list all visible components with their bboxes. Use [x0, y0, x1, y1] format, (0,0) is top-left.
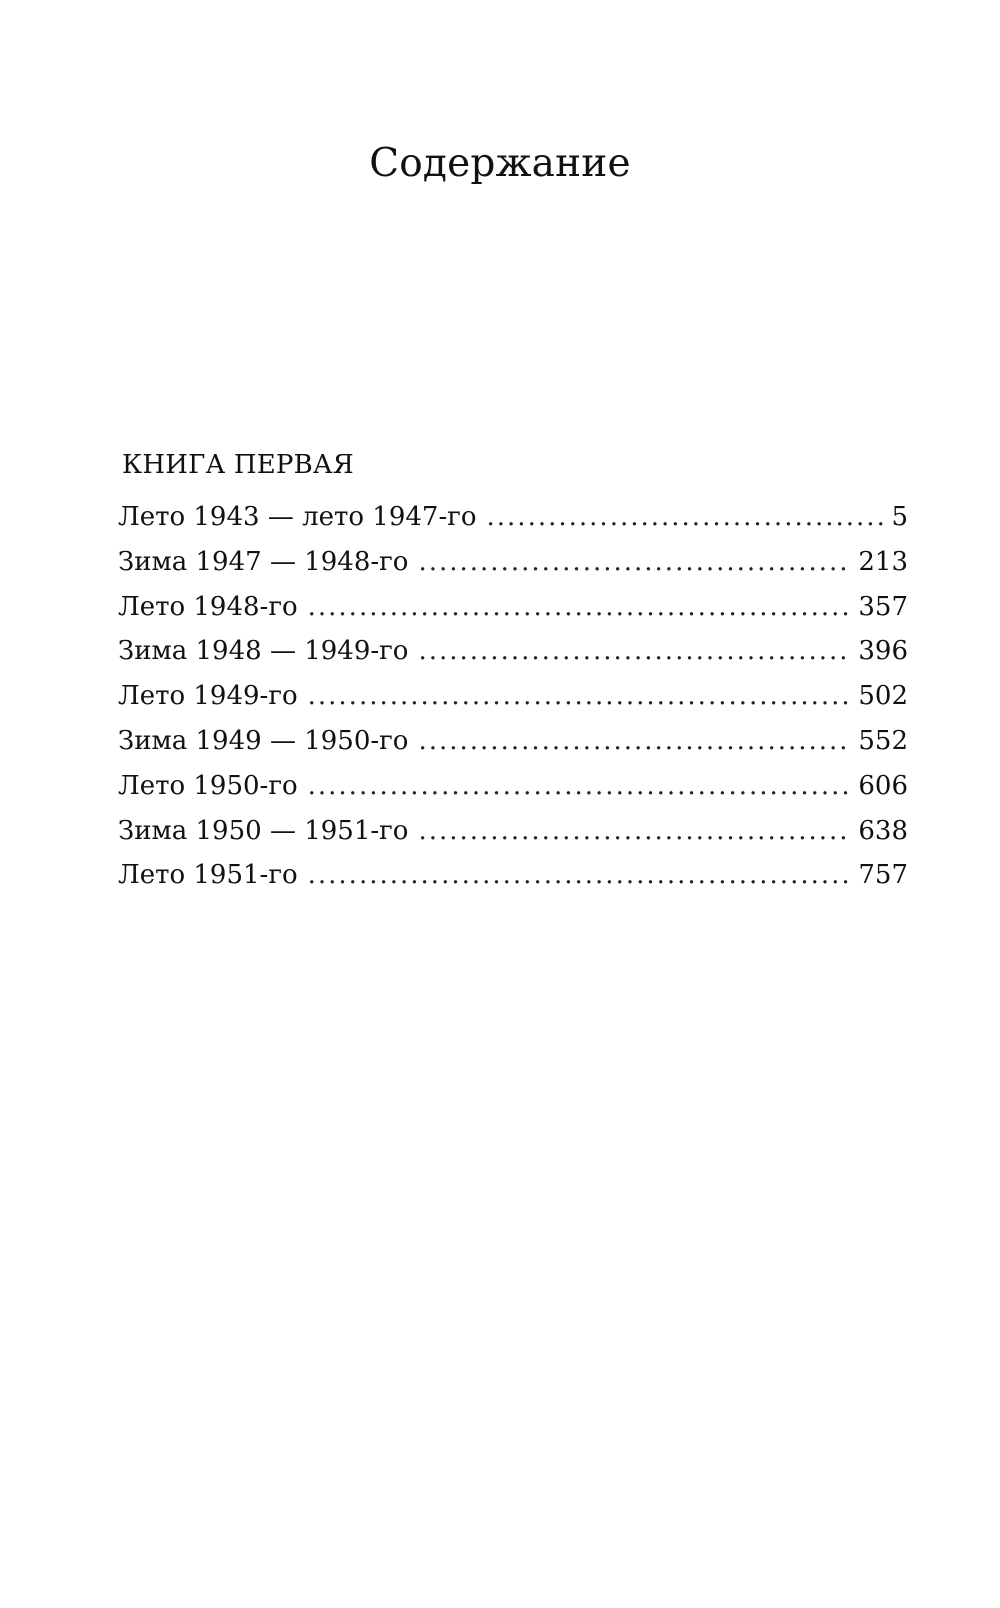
toc-entry-label: Лето 1948-го [118, 591, 298, 622]
dot-leader [308, 858, 853, 892]
toc-entry[interactable] [118, 679, 908, 724]
toc-entry-page: 552 [858, 725, 908, 756]
toc-entry-label: Лето 1951-го [118, 860, 298, 891]
toc-entry[interactable] [118, 724, 908, 769]
dot-leader [308, 769, 853, 803]
dot-leader [418, 724, 852, 758]
toc-entry-label: Лето 1950-го [118, 770, 298, 801]
dot-leader [308, 590, 853, 624]
toc-entry-page: 5 [891, 502, 908, 532]
dot-leader [308, 679, 853, 713]
toc-entry-label: Зима 1949 — 1950-го [118, 725, 409, 756]
toc-entry[interactable] [118, 500, 908, 545]
dot-leader [418, 814, 852, 848]
toc-entry[interactable] [118, 590, 908, 635]
toc-entry-label: Лето 1943 — лето 1947-го [118, 502, 477, 532]
toc-entry-label: Лето 1949-го [118, 681, 298, 712]
toc-entry-label: Зима 1948 — 1949-го [118, 636, 409, 667]
section-heading: КНИГА ПЕРВАЯ [122, 450, 354, 480]
dot-leader [487, 500, 886, 534]
table-of-contents [118, 500, 908, 903]
toc-entry[interactable] [118, 769, 908, 814]
toc-entry-page: 357 [858, 591, 908, 622]
toc-entry-page: 502 [858, 681, 908, 712]
toc-entry-label: Зима 1947 — 1948-го [118, 546, 409, 577]
page-title: Содержание [369, 141, 631, 186]
toc-entry-page: 757 [858, 860, 908, 891]
toc-entry[interactable] [118, 814, 908, 859]
toc-entry-page: 638 [858, 815, 908, 846]
dot-leader [418, 634, 852, 668]
toc-entry[interactable] [118, 634, 908, 679]
toc-entry-page: 396 [858, 636, 908, 667]
dot-leader [418, 545, 852, 579]
toc-entry-label: Зима 1950 — 1951-го [118, 815, 409, 846]
toc-entry-page: 606 [858, 770, 908, 801]
toc-entry-page: 213 [858, 546, 908, 577]
toc-entry[interactable] [118, 858, 908, 903]
toc-entry[interactable] [118, 545, 908, 590]
